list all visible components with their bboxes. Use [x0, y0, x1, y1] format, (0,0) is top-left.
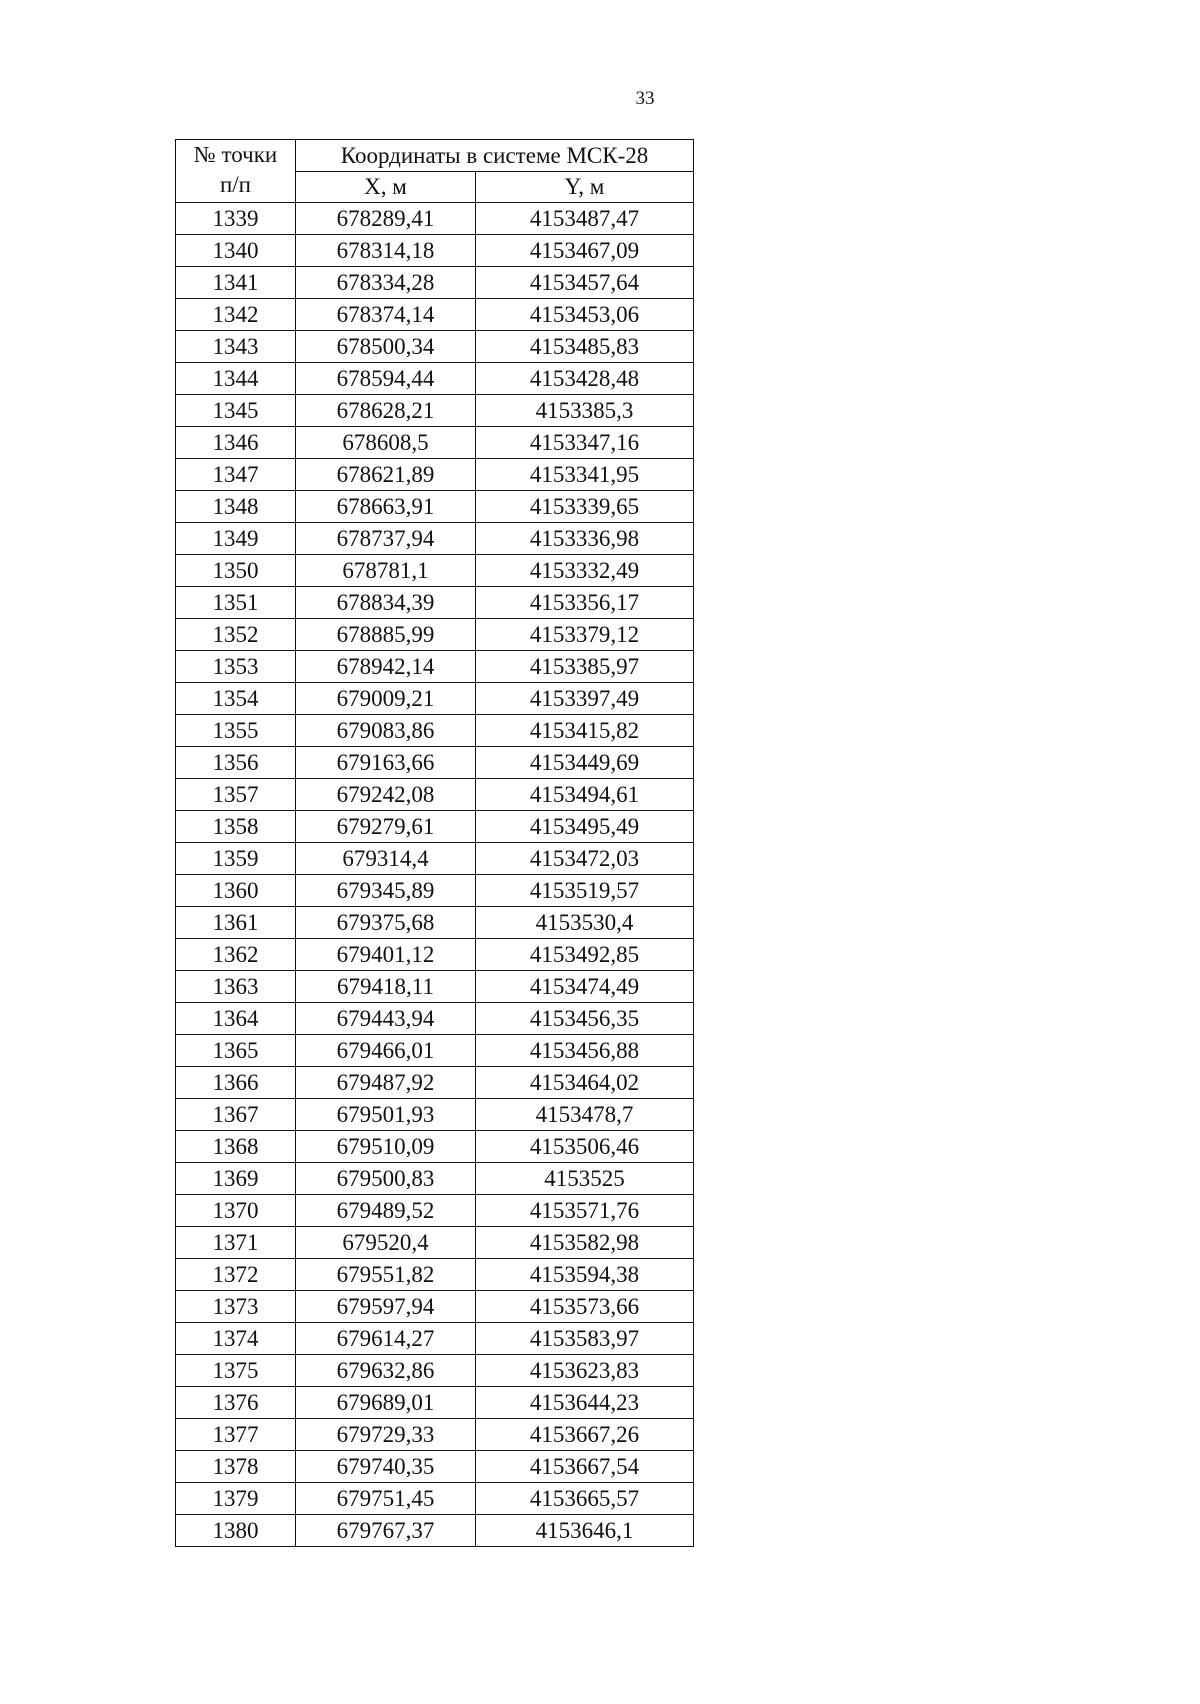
table-row	[176, 1035, 694, 1067]
x-coordinate-cell: 679597,94	[296, 1291, 476, 1323]
y-coordinate-cell: 4153646,1	[476, 1515, 694, 1547]
x-coordinate-cell: 678781,1	[296, 555, 476, 587]
table-row	[176, 1483, 694, 1515]
y-coordinate-cell: 4153332,49	[476, 555, 694, 587]
table-body	[176, 203, 694, 1547]
table-row	[176, 971, 694, 1003]
x-coordinate-cell: 679501,93	[296, 1099, 476, 1131]
x-coordinate-cell: 679279,61	[296, 811, 476, 843]
point-number-cell: 1364	[176, 1003, 296, 1035]
point-number-cell: 1371	[176, 1227, 296, 1259]
x-coordinate-cell: 679500,83	[296, 1163, 476, 1195]
table-row	[176, 875, 694, 907]
x-coordinate-cell: 678594,44	[296, 363, 476, 395]
x-coordinate-cell: 678942,14	[296, 651, 476, 683]
x-column-header: X, м	[296, 172, 476, 203]
point-number-cell: 1360	[176, 875, 296, 907]
x-coordinate-cell: 679163,66	[296, 747, 476, 779]
y-coordinate-cell: 4153495,49	[476, 811, 694, 843]
y-coordinate-cell: 4153644,23	[476, 1387, 694, 1419]
table-row	[176, 267, 694, 299]
x-coordinate-cell: 679314,4	[296, 843, 476, 875]
table-row	[176, 299, 694, 331]
point-number-cell: 1378	[176, 1451, 296, 1483]
y-coordinate-cell: 4153492,85	[476, 939, 694, 971]
point-number-header-line2: п/п	[219, 172, 251, 197]
y-coordinate-cell: 4153583,97	[476, 1323, 694, 1355]
y-coordinate-cell: 4153341,95	[476, 459, 694, 491]
point-number-cell: 1372	[176, 1259, 296, 1291]
table-row	[176, 1259, 694, 1291]
x-coordinate-cell: 679489,52	[296, 1195, 476, 1227]
table-row	[176, 363, 694, 395]
y-coordinate-cell: 4153356,17	[476, 587, 694, 619]
table-row	[176, 203, 694, 235]
point-number-cell: 1379	[176, 1483, 296, 1515]
x-coordinate-cell: 678608,5	[296, 427, 476, 459]
page-number: 33	[635, 88, 655, 109]
point-number-cell: 1374	[176, 1323, 296, 1355]
point-number-cell: 1377	[176, 1419, 296, 1451]
point-number-cell: 1363	[176, 971, 296, 1003]
point-number-cell: 1361	[176, 907, 296, 939]
table-row	[176, 1163, 694, 1195]
x-coordinate-cell: 678314,18	[296, 235, 476, 267]
table-row	[176, 491, 694, 523]
x-coordinate-cell: 678334,28	[296, 267, 476, 299]
point-number-cell: 1367	[176, 1099, 296, 1131]
x-coordinate-cell: 679520,4	[296, 1227, 476, 1259]
x-coordinate-cell: 679689,01	[296, 1387, 476, 1419]
point-number-cell: 1342	[176, 299, 296, 331]
y-coordinate-cell: 4153582,98	[476, 1227, 694, 1259]
y-coordinate-cell: 4153457,64	[476, 267, 694, 299]
table-row	[176, 1515, 694, 1547]
y-coordinate-cell: 4153494,61	[476, 779, 694, 811]
table-row	[176, 1323, 694, 1355]
point-number-cell: 1347	[176, 459, 296, 491]
y-coordinate-cell: 4153456,35	[476, 1003, 694, 1035]
x-coordinate-cell: 679009,21	[296, 683, 476, 715]
x-coordinate-cell: 679632,86	[296, 1355, 476, 1387]
y-coordinate-cell: 4153485,83	[476, 331, 694, 363]
point-number-cell: 1354	[176, 683, 296, 715]
y-coordinate-cell: 4153472,03	[476, 843, 694, 875]
y-coordinate-cell: 4153385,97	[476, 651, 694, 683]
x-coordinate-cell: 678663,91	[296, 491, 476, 523]
table-row	[176, 1227, 694, 1259]
coordinates-table	[175, 139, 694, 1547]
y-coordinate-cell: 4153478,7	[476, 1099, 694, 1131]
y-coordinate-cell: 4153385,3	[476, 395, 694, 427]
x-coordinate-cell: 678885,99	[296, 619, 476, 651]
point-number-cell: 1358	[176, 811, 296, 843]
x-coordinate-cell: 679375,68	[296, 907, 476, 939]
point-number-cell: 1368	[176, 1131, 296, 1163]
table-row	[176, 459, 694, 491]
table-row	[176, 843, 694, 875]
point-number-cell: 1350	[176, 555, 296, 587]
table-row	[176, 1387, 694, 1419]
x-coordinate-cell: 679729,33	[296, 1419, 476, 1451]
x-coordinate-cell: 679510,09	[296, 1131, 476, 1163]
table-row	[176, 1291, 694, 1323]
y-coordinate-cell: 4153487,47	[476, 203, 694, 235]
table-row	[176, 651, 694, 683]
x-coordinate-cell: 678374,14	[296, 299, 476, 331]
point-number-cell: 1359	[176, 843, 296, 875]
x-coordinate-cell: 678621,89	[296, 459, 476, 491]
y-coordinate-cell: 4153665,57	[476, 1483, 694, 1515]
y-coordinate-cell: 4153530,4	[476, 907, 694, 939]
y-coordinate-cell: 4153667,54	[476, 1451, 694, 1483]
y-coordinate-cell: 4153397,49	[476, 683, 694, 715]
point-number-cell: 1369	[176, 1163, 296, 1195]
y-coordinate-cell: 4153467,09	[476, 235, 694, 267]
point-number-cell: 1351	[176, 587, 296, 619]
x-coordinate-cell: 679551,82	[296, 1259, 476, 1291]
x-coordinate-cell: 679487,92	[296, 1067, 476, 1099]
point-number-cell: 1356	[176, 747, 296, 779]
y-coordinate-cell: 4153623,83	[476, 1355, 694, 1387]
point-number-cell: 1340	[176, 235, 296, 267]
point-number-cell: 1373	[176, 1291, 296, 1323]
point-number-header	[176, 140, 296, 203]
table-row	[176, 619, 694, 651]
table-row	[176, 1131, 694, 1163]
y-coordinate-cell: 4153594,38	[476, 1259, 694, 1291]
table-row	[176, 939, 694, 971]
x-coordinate-cell: 679466,01	[296, 1035, 476, 1067]
y-coordinate-cell: 4153464,02	[476, 1067, 694, 1099]
point-number-cell: 1375	[176, 1355, 296, 1387]
table-row	[176, 331, 694, 363]
x-coordinate-cell: 679401,12	[296, 939, 476, 971]
x-coordinate-cell: 679242,08	[296, 779, 476, 811]
table-header	[176, 140, 694, 203]
y-coordinate-cell: 4153336,98	[476, 523, 694, 555]
table-row	[176, 523, 694, 555]
x-coordinate-cell: 679345,89	[296, 875, 476, 907]
point-number-cell: 1343	[176, 331, 296, 363]
y-coordinate-cell: 4153474,49	[476, 971, 694, 1003]
table-row	[176, 1067, 694, 1099]
table-row	[176, 1195, 694, 1227]
point-number-cell: 1380	[176, 1515, 296, 1547]
point-number-cell: 1365	[176, 1035, 296, 1067]
table-row	[176, 715, 694, 747]
x-coordinate-cell: 678289,41	[296, 203, 476, 235]
table-row	[176, 1451, 694, 1483]
y-coordinate-cell: 4153415,82	[476, 715, 694, 747]
x-coordinate-cell: 679767,37	[296, 1515, 476, 1547]
table-row	[176, 587, 694, 619]
table-row	[176, 235, 694, 267]
table-row	[176, 427, 694, 459]
point-number-cell: 1346	[176, 427, 296, 459]
x-coordinate-cell: 678834,39	[296, 587, 476, 619]
x-coordinate-cell: 679751,45	[296, 1483, 476, 1515]
y-coordinate-cell: 4153428,48	[476, 363, 694, 395]
x-coordinate-cell: 679614,27	[296, 1323, 476, 1355]
point-number-cell: 1376	[176, 1387, 296, 1419]
point-number-cell: 1349	[176, 523, 296, 555]
y-coordinate-cell: 4153449,69	[476, 747, 694, 779]
table-row	[176, 1419, 694, 1451]
y-coordinate-cell: 4153525	[476, 1163, 694, 1195]
x-coordinate-cell: 679083,86	[296, 715, 476, 747]
x-coordinate-cell: 678737,94	[296, 523, 476, 555]
x-coordinate-cell: 679418,11	[296, 971, 476, 1003]
point-number-cell: 1341	[176, 267, 296, 299]
point-number-cell: 1366	[176, 1067, 296, 1099]
table-row	[176, 1355, 694, 1387]
point-number-cell: 1362	[176, 939, 296, 971]
table-row	[176, 1003, 694, 1035]
coord-system-header: Координаты в системе МСК-28	[296, 140, 694, 172]
point-number-cell: 1339	[176, 203, 296, 235]
x-coordinate-cell: 679443,94	[296, 1003, 476, 1035]
y-column-header: Y, м	[476, 172, 694, 203]
y-coordinate-cell: 4153339,65	[476, 491, 694, 523]
table-row	[176, 683, 694, 715]
x-coordinate-cell: 679740,35	[296, 1451, 476, 1483]
point-number-cell: 1353	[176, 651, 296, 683]
y-coordinate-cell: 4153519,57	[476, 875, 694, 907]
table-row	[176, 779, 694, 811]
table-row	[176, 907, 694, 939]
table-row	[176, 555, 694, 587]
y-coordinate-cell: 4153347,16	[476, 427, 694, 459]
y-coordinate-cell: 4153453,06	[476, 299, 694, 331]
y-coordinate-cell: 4153456,88	[476, 1035, 694, 1067]
point-number-header-line1: № точки	[193, 142, 278, 167]
point-number-cell: 1370	[176, 1195, 296, 1227]
table-row	[176, 1099, 694, 1131]
x-coordinate-cell: 678628,21	[296, 395, 476, 427]
point-number-cell: 1344	[176, 363, 296, 395]
table-row	[176, 747, 694, 779]
point-number-cell: 1357	[176, 779, 296, 811]
point-number-cell: 1345	[176, 395, 296, 427]
point-number-cell: 1355	[176, 715, 296, 747]
point-number-cell: 1348	[176, 491, 296, 523]
y-coordinate-cell: 4153573,66	[476, 1291, 694, 1323]
table-row	[176, 395, 694, 427]
x-coordinate-cell: 678500,34	[296, 331, 476, 363]
point-number-cell: 1352	[176, 619, 296, 651]
y-coordinate-cell: 4153571,76	[476, 1195, 694, 1227]
table-row	[176, 811, 694, 843]
y-coordinate-cell: 4153506,46	[476, 1131, 694, 1163]
y-coordinate-cell: 4153667,26	[476, 1419, 694, 1451]
y-coordinate-cell: 4153379,12	[476, 619, 694, 651]
